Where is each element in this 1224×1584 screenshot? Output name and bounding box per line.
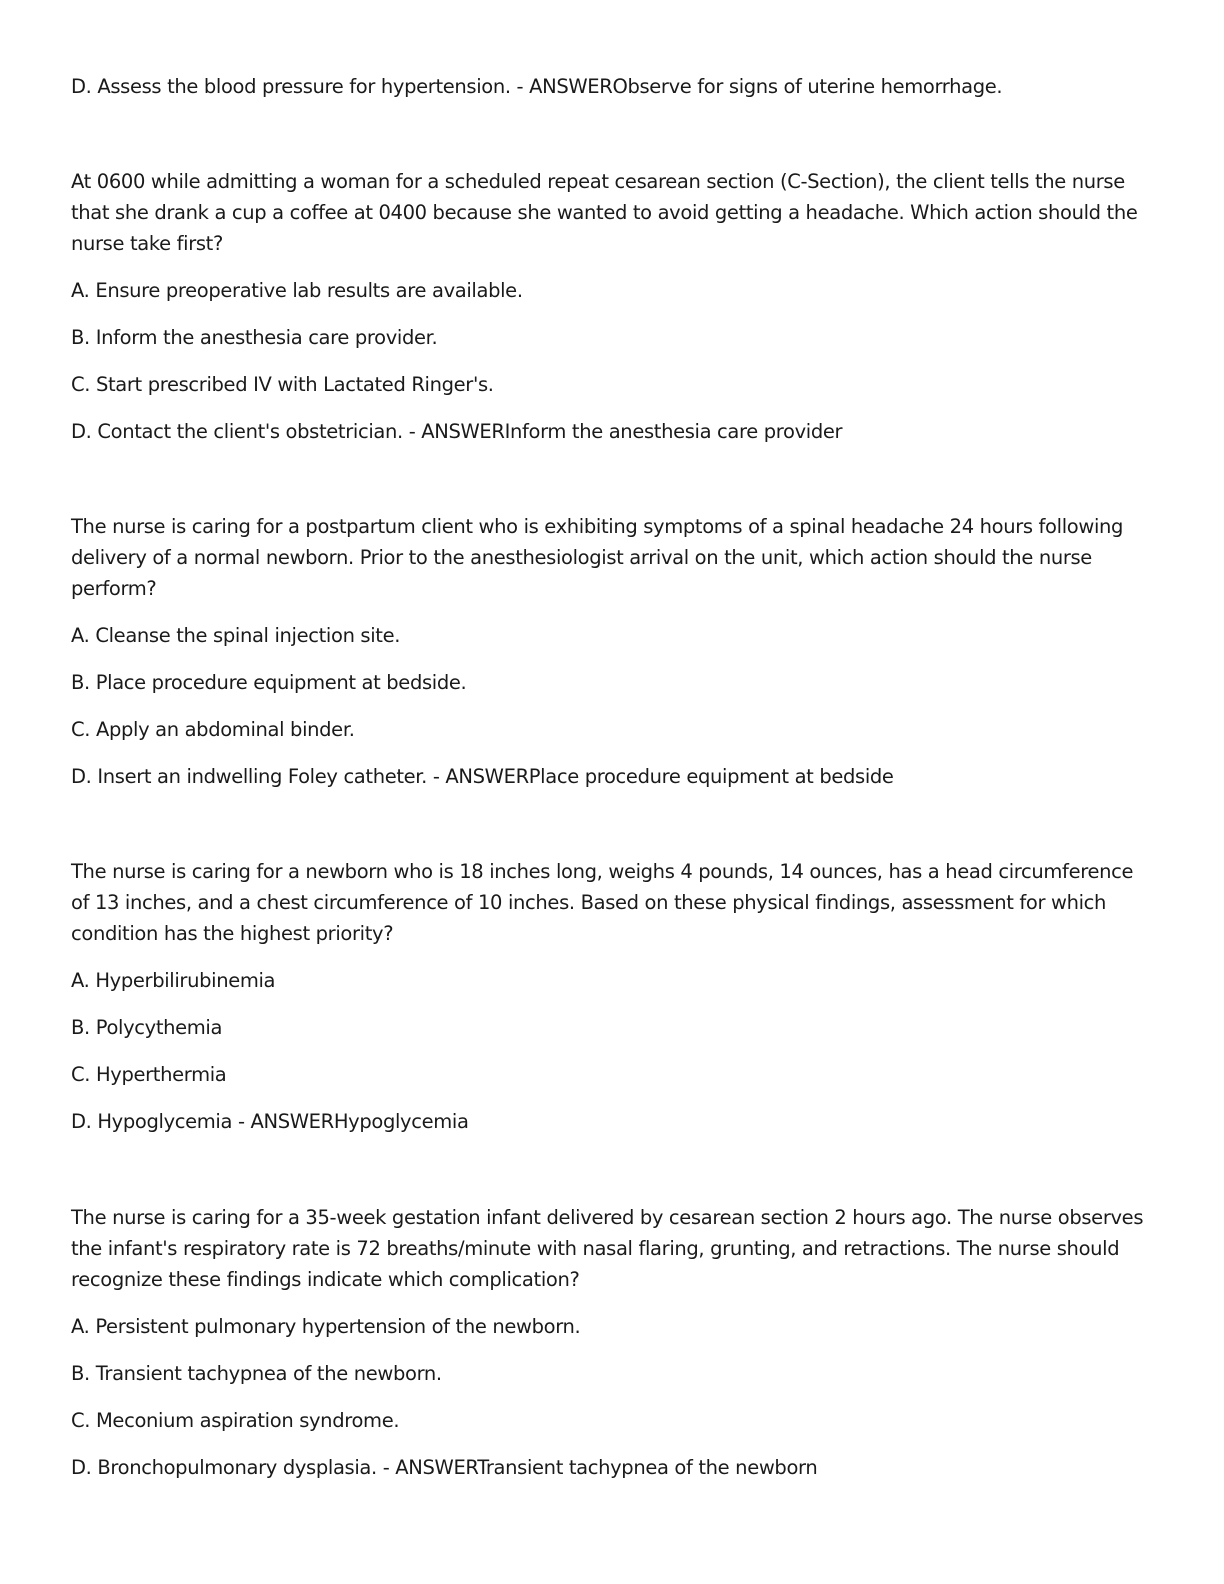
question-4-option-a: A. Persistent pulmonary hypertension of the newborn.	[71, 1315, 581, 1338]
question-4-stem: The nurse is caring for a 35-week gestation infant delivered by cesarean section 2 hours ago. The nurse observes the infant's respiratory rate is 72 breaths/minute with nasal flaring, grunting, and retractions. The nurse should recognize these findings indicate which complication?	[71, 1206, 1144, 1291]
question-1-option-b: B. Inform the anesthesia care provider.	[71, 326, 438, 349]
question-2-option-a: A. Cleanse the spinal injection site.	[71, 624, 401, 647]
question-1-option-c: C. Start prescribed IV with Lactated Ringer's.	[71, 373, 494, 396]
question-4-option-b: B. Transient tachypnea of the newborn.	[71, 1362, 442, 1385]
question-3-option-a: A. Hyperbilirubinemia	[71, 969, 276, 992]
question-2-option-d-answer: D. Insert an indwelling Foley catheter. - ANSWERPlace procedure equipment at bedside	[71, 765, 894, 788]
question-3-option-d-answer: D. Hypoglycemia - ANSWERHypoglycemia	[71, 1110, 469, 1133]
question-2-option-c: C. Apply an abdominal binder.	[71, 718, 355, 741]
question-4-option-c: C. Meconium aspiration syndrome.	[71, 1409, 400, 1432]
question-1-option-a: A. Ensure preoperative lab results are available.	[71, 279, 523, 302]
question-1-stem: At 0600 while admitting a woman for a scheduled repeat cesarean section (C-Section), the client tells the nurse that she drank a cup a coffee at 0400 because she wanted to avoid getting a headache. Which action should the nurse take first?	[71, 170, 1138, 255]
question-3-stem: The nurse is caring for a newborn who is 18 inches long, weighs 4 pounds, 14 ounces, has a head circumference of 13 inches, and a chest circumference of 10 inches. Based on these physical findings, assessment for which condition has the highest priority?	[71, 860, 1134, 945]
question-2-option-b: B. Place procedure equipment at bedside.	[71, 671, 467, 694]
question-1-option-d-answer: D. Contact the client's obstetrician. - ANSWERInform the anesthesia care provider	[71, 420, 843, 443]
question-2-stem: The nurse is caring for a postpartum client who is exhibiting symptoms of a spinal headache 24 hours following delivery of a normal newborn. Prior to the anesthesiologist arrival on the unit, which action should the nurse perform?	[71, 515, 1124, 600]
question-3-option-b: B. Polycythemia	[71, 1016, 223, 1039]
question-3-option-c: C. Hyperthermia	[71, 1063, 227, 1086]
question-4-option-d-answer: D. Bronchopulmonary dysplasia. - ANSWERTransient tachypnea of the newborn	[71, 1456, 818, 1479]
previous-answer-line: D. Assess the blood pressure for hypertension. - ANSWERObserve for signs of uterine hemorrhage.	[71, 75, 1003, 98]
